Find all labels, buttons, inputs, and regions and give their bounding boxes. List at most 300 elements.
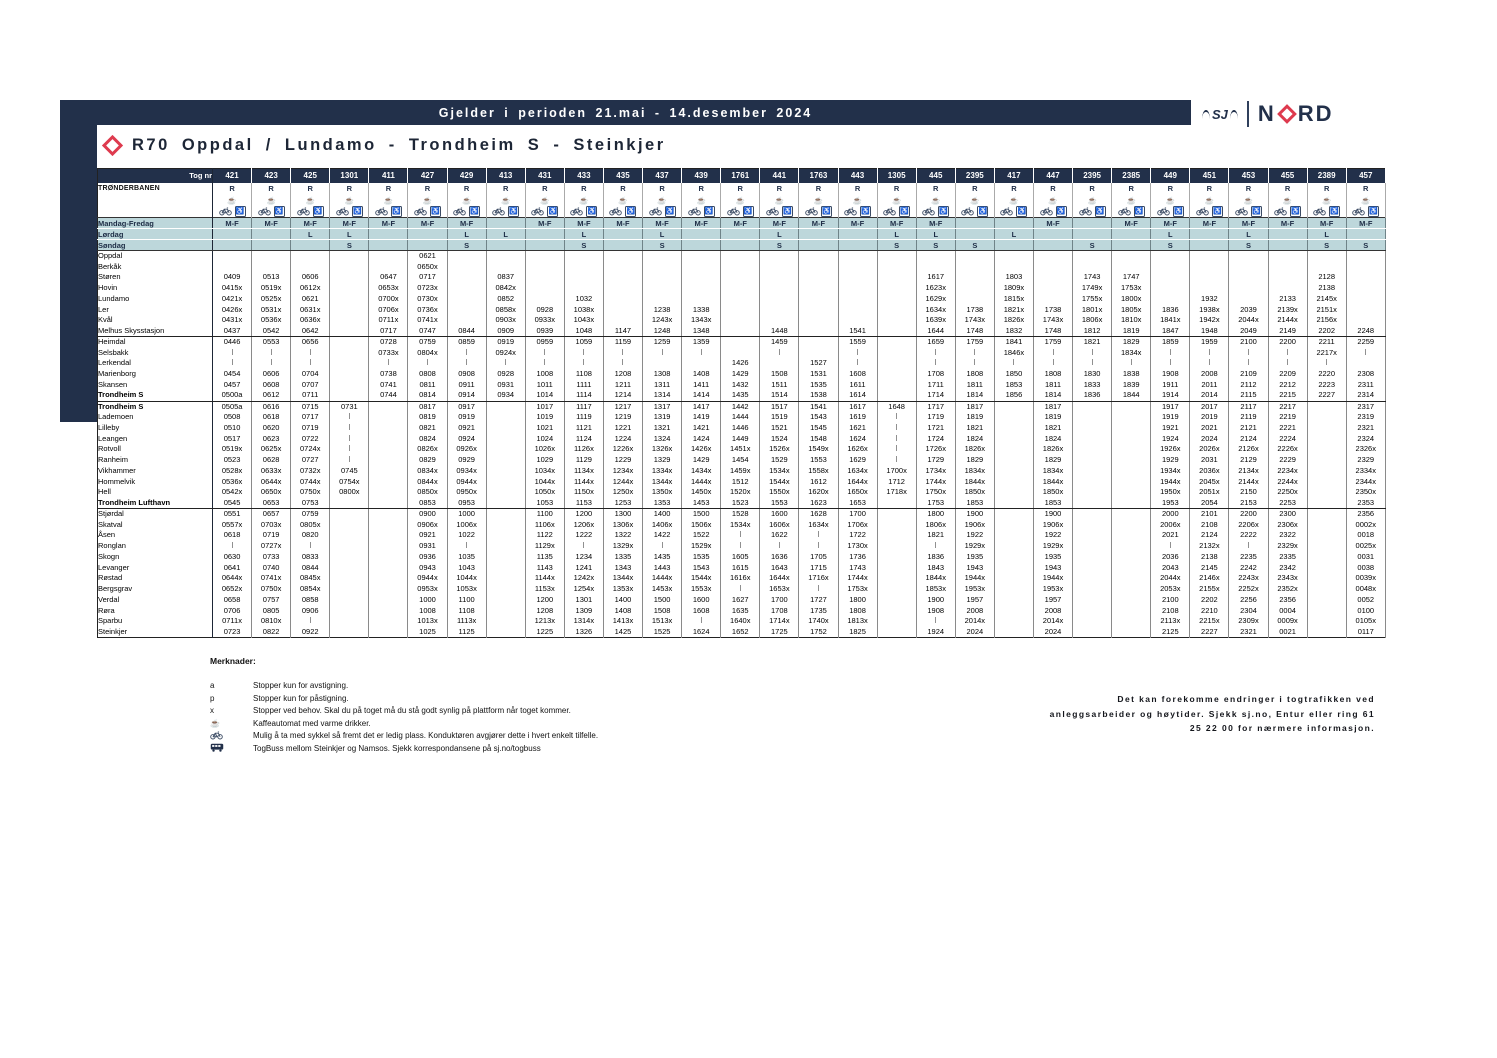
time-cell bbox=[682, 283, 721, 294]
time-cell bbox=[603, 347, 642, 358]
category-r: R bbox=[213, 183, 252, 195]
time-cell: 1153x bbox=[525, 584, 564, 595]
saturday-cell: L bbox=[330, 229, 369, 240]
time-cell bbox=[760, 283, 799, 294]
time-cell bbox=[1112, 605, 1151, 616]
time-cell: 1635 bbox=[721, 605, 760, 616]
time-cell: 1839 bbox=[1112, 380, 1151, 391]
time-cell bbox=[760, 294, 799, 305]
time-cell: 1811 bbox=[955, 380, 994, 391]
time-cell: 1834x bbox=[1112, 347, 1151, 358]
coffee-icon: ☕ bbox=[227, 195, 237, 205]
time-cell bbox=[760, 272, 799, 283]
station-bergsgrav: Bergsgrav bbox=[98, 584, 213, 595]
pass-through-mark bbox=[349, 435, 350, 441]
time-cell: 0009x bbox=[1268, 616, 1307, 627]
pass-through-mark bbox=[896, 435, 897, 441]
tognr-label: Tog nr bbox=[98, 169, 213, 183]
time-cell: 1534x bbox=[721, 519, 760, 530]
time-cell: 1600 bbox=[682, 595, 721, 606]
time-cell: 1809x bbox=[994, 283, 1033, 294]
wheelchair-icon: ♿ bbox=[352, 207, 362, 215]
time-cell: 1953x bbox=[1033, 584, 1072, 595]
time-cell: 0048x bbox=[1346, 584, 1385, 595]
wheelchair-icon: ♿ bbox=[1330, 207, 1340, 215]
time-cell: 1544x bbox=[682, 573, 721, 584]
saturday-cell bbox=[955, 229, 994, 240]
weekday-cell: M-F bbox=[916, 218, 955, 229]
time-cell: 0647 bbox=[369, 272, 408, 283]
time-cell: 1244x bbox=[603, 476, 642, 487]
time-cell: 1511 bbox=[760, 380, 799, 391]
time-cell: 0717 bbox=[291, 412, 330, 423]
time-cell: 1805x bbox=[1112, 304, 1151, 315]
time-cell: 1846x bbox=[994, 347, 1033, 358]
pass-through-mark bbox=[622, 349, 623, 355]
pass-through-mark bbox=[349, 456, 350, 462]
station-r-stad: Røstad bbox=[98, 573, 213, 584]
time-cell: 1900 bbox=[916, 595, 955, 606]
time-cell: 0715 bbox=[291, 401, 330, 412]
time-cell bbox=[877, 519, 916, 530]
pass-through-mark bbox=[1131, 359, 1132, 365]
note-symbol: x bbox=[210, 706, 214, 715]
pass-through-mark bbox=[310, 359, 311, 365]
category-r: R bbox=[721, 183, 760, 195]
sunday-cell bbox=[213, 240, 252, 251]
time-cell: 1229 bbox=[603, 455, 642, 466]
time-cell: 1724 bbox=[916, 433, 955, 444]
time-cell bbox=[330, 530, 369, 541]
time-cell: 2024 bbox=[955, 627, 994, 638]
wheelchair-icon: ♿ bbox=[1056, 207, 1066, 215]
time-cell bbox=[799, 283, 838, 294]
time-cell: 1712 bbox=[877, 476, 916, 487]
bike-icon bbox=[1118, 207, 1131, 216]
time-cell: 1826x bbox=[994, 315, 1033, 326]
pass-through-mark bbox=[818, 542, 819, 548]
coffee-cell bbox=[1190, 195, 1229, 206]
time-cell: 0757 bbox=[252, 595, 291, 606]
time-cell bbox=[799, 326, 838, 337]
pass-through-mark bbox=[935, 359, 936, 365]
time-cell: 1627 bbox=[721, 595, 760, 606]
time-cell: 1844 bbox=[1112, 390, 1151, 401]
weekday-cell: M-F bbox=[564, 218, 603, 229]
time-cell: 1519 bbox=[760, 412, 799, 423]
time-cell bbox=[525, 294, 564, 305]
time-cell: 1808 bbox=[838, 605, 877, 616]
time-cell bbox=[877, 272, 916, 283]
time-cell: 1038x bbox=[564, 304, 603, 315]
sunday-cell: S bbox=[564, 240, 603, 251]
time-cell: 1608 bbox=[682, 605, 721, 616]
bike-icon bbox=[297, 207, 310, 216]
time-cell bbox=[1346, 304, 1385, 315]
time-cell: 1753 bbox=[916, 498, 955, 509]
time-cell bbox=[877, 337, 916, 348]
time-cell: 2054 bbox=[1190, 498, 1229, 509]
time-cell: 1810x bbox=[1112, 315, 1151, 326]
time-cell: 0657 bbox=[252, 509, 291, 520]
note-item bbox=[210, 680, 910, 693]
time-cell: 1013x bbox=[408, 616, 447, 627]
time-cell bbox=[369, 530, 408, 541]
time-cell: 2124 bbox=[1229, 433, 1268, 444]
time-cell: 1329 bbox=[643, 455, 682, 466]
time-cell: 0100 bbox=[1346, 605, 1385, 616]
time-cell: 2343x bbox=[1268, 573, 1307, 584]
station-ronglan: Ronglan bbox=[98, 541, 213, 552]
time-cell: 2155x bbox=[1190, 584, 1229, 595]
time-cell: 1853 bbox=[1033, 498, 1072, 509]
time-cell: 0025x bbox=[1346, 541, 1385, 552]
time-cell: 1435 bbox=[643, 552, 682, 563]
time-cell: 0814 bbox=[408, 390, 447, 401]
saturday-cell bbox=[1268, 229, 1307, 240]
time-cell bbox=[721, 251, 760, 262]
time-cell bbox=[838, 315, 877, 326]
time-cell bbox=[760, 541, 799, 552]
time-cell: 1652 bbox=[721, 627, 760, 638]
time-cell: 1932 bbox=[1190, 294, 1229, 305]
pass-through-mark bbox=[1248, 349, 1249, 355]
time-cell: 1326 bbox=[564, 627, 603, 638]
train-number-411: 411 bbox=[369, 169, 408, 183]
train-number-453: 453 bbox=[1229, 169, 1268, 183]
time-cell bbox=[330, 595, 369, 606]
time-cell: 0731 bbox=[330, 401, 369, 412]
weekday-cell: M-F bbox=[1268, 218, 1307, 229]
time-cell: 0719 bbox=[291, 423, 330, 434]
time-cell: 2200 bbox=[1268, 337, 1307, 348]
weekday-cell: M-F bbox=[1112, 218, 1151, 229]
time-cell: 1444x bbox=[643, 573, 682, 584]
sunday-cell: S bbox=[877, 240, 916, 251]
time-cell: 1743x bbox=[955, 315, 994, 326]
time-cell: 0824 bbox=[408, 433, 447, 444]
time-cell bbox=[330, 347, 369, 358]
time-cell: 0618 bbox=[213, 530, 252, 541]
time-cell: 1826x bbox=[955, 444, 994, 455]
time-cell: 1608 bbox=[838, 369, 877, 380]
time-cell: 1048 bbox=[564, 326, 603, 337]
time-cell: 1743x bbox=[1033, 315, 1072, 326]
time-cell: 0606 bbox=[252, 369, 291, 380]
time-cell: 2119 bbox=[1229, 412, 1268, 423]
time-cell: 1829 bbox=[955, 455, 994, 466]
time-cell bbox=[330, 433, 369, 444]
time-cell: 0805x bbox=[291, 519, 330, 530]
time-cell bbox=[1307, 423, 1346, 434]
time-cell: 0834x bbox=[408, 466, 447, 477]
time-cell: 0620 bbox=[252, 423, 291, 434]
time-cell: 0858x bbox=[486, 304, 525, 315]
time-cell bbox=[994, 562, 1033, 573]
time-cell bbox=[447, 315, 486, 326]
station-melhus-skysstasjon: Melhus Skysstasjon bbox=[98, 326, 213, 337]
time-cell: 1957 bbox=[955, 595, 994, 606]
sj-letters: SJ bbox=[1212, 106, 1228, 122]
time-cell: 2317 bbox=[1346, 401, 1385, 412]
time-cell bbox=[330, 315, 369, 326]
saturday-cell bbox=[603, 229, 642, 240]
bike-icon bbox=[1196, 207, 1209, 216]
time-cell: 1344x bbox=[643, 476, 682, 487]
time-cell: 1644x bbox=[838, 476, 877, 487]
pass-through-mark bbox=[466, 349, 467, 355]
time-cell: 1817 bbox=[1033, 401, 1072, 412]
time-cell bbox=[1307, 476, 1346, 487]
time-cell: 2200 bbox=[1229, 509, 1268, 520]
time-cell: 1800 bbox=[916, 509, 955, 520]
bike-icon bbox=[1352, 207, 1365, 216]
train-number-1305: 1305 bbox=[877, 169, 916, 183]
time-cell bbox=[486, 616, 525, 627]
time-cell bbox=[486, 541, 525, 552]
time-cell: 1426x bbox=[682, 444, 721, 455]
time-cell: 1829 bbox=[1033, 455, 1072, 466]
time-cell: 0744x bbox=[291, 476, 330, 487]
time-cell bbox=[877, 616, 916, 627]
time-cell bbox=[330, 294, 369, 305]
time-cell bbox=[721, 283, 760, 294]
time-cell: 1653x bbox=[760, 584, 799, 595]
weekday-cell: M-F bbox=[1151, 218, 1190, 229]
time-cell: 0750x bbox=[252, 584, 291, 595]
time-cell bbox=[330, 380, 369, 391]
sunday-cell: S bbox=[1346, 240, 1385, 251]
time-cell bbox=[1033, 358, 1072, 369]
time-cell bbox=[1151, 347, 1190, 358]
time-cell bbox=[369, 605, 408, 616]
category-r: R bbox=[1073, 183, 1112, 195]
time-cell: 1119 bbox=[564, 412, 603, 423]
time-cell: 1124 bbox=[564, 433, 603, 444]
note-item bbox=[210, 718, 910, 731]
station-lundamo: Lundamo bbox=[98, 294, 213, 305]
time-cell: 1443 bbox=[643, 562, 682, 573]
time-cell: 1738 bbox=[955, 304, 994, 315]
time-cell: 1736 bbox=[838, 552, 877, 563]
time-cell: 2146x bbox=[1190, 573, 1229, 584]
pass-through-mark bbox=[896, 413, 897, 419]
time-cell: 1100 bbox=[447, 595, 486, 606]
category-r: R bbox=[1112, 183, 1151, 195]
time-cell: 1634x bbox=[799, 519, 838, 530]
pass-through-mark bbox=[896, 424, 897, 430]
time-cell: 1856 bbox=[994, 390, 1033, 401]
time-cell: 0805 bbox=[252, 605, 291, 616]
time-cell bbox=[330, 369, 369, 380]
time-cell: 2222 bbox=[1229, 530, 1268, 541]
time-cell bbox=[877, 584, 916, 595]
time-cell: 0959 bbox=[525, 337, 564, 348]
sunday-cell bbox=[1112, 240, 1151, 251]
saturday-cell bbox=[721, 229, 760, 240]
time-cell: 1224 bbox=[603, 433, 642, 444]
time-cell bbox=[721, 304, 760, 315]
time-cell bbox=[1073, 627, 1112, 638]
time-cell bbox=[564, 283, 603, 294]
time-cell: 0621 bbox=[291, 294, 330, 305]
time-cell: 0906 bbox=[291, 605, 330, 616]
time-cell bbox=[369, 423, 408, 434]
time-cell bbox=[643, 541, 682, 552]
station-trondheim-s: Trondheim S bbox=[98, 401, 213, 412]
time-cell bbox=[877, 627, 916, 638]
station-hommelvik: Hommelvik bbox=[98, 476, 213, 487]
time-cell bbox=[330, 541, 369, 552]
time-cell: 1206x bbox=[564, 519, 603, 530]
time-cell bbox=[486, 466, 525, 477]
time-cell: 1200 bbox=[525, 595, 564, 606]
time-cell: 1935 bbox=[1033, 552, 1072, 563]
route-diamond-icon bbox=[102, 135, 123, 156]
time-cell: 1417 bbox=[682, 401, 721, 412]
weekday-cell: M-F bbox=[877, 218, 916, 229]
time-cell bbox=[643, 251, 682, 262]
time-cell bbox=[1073, 616, 1112, 627]
time-cell bbox=[564, 251, 603, 262]
access-cell bbox=[721, 206, 760, 218]
note-text: Stopper ved behov. Skal du på toget må du stå godt synlig på plattform når toget kommer. bbox=[253, 706, 571, 715]
time-cell: 2356 bbox=[1268, 595, 1307, 606]
time-cell: 2321 bbox=[1229, 627, 1268, 638]
saturday-cell: L bbox=[1307, 229, 1346, 240]
category-r: R bbox=[486, 183, 525, 195]
access-cell bbox=[1346, 206, 1385, 218]
time-cell: 1522 bbox=[682, 530, 721, 541]
time-cell bbox=[291, 541, 330, 552]
service-change-line: 25 22 00 for nærmere informasjon. bbox=[1189, 723, 1375, 733]
time-cell bbox=[1073, 573, 1112, 584]
time-cell: 1558x bbox=[799, 466, 838, 477]
time-cell bbox=[1151, 541, 1190, 552]
time-cell: 0850x bbox=[408, 487, 447, 498]
time-cell bbox=[330, 261, 369, 272]
time-cell bbox=[838, 261, 877, 272]
time-cell: 1708 bbox=[916, 369, 955, 380]
time-cell bbox=[486, 358, 525, 369]
sunday-cell bbox=[1190, 240, 1229, 251]
coffee-cell bbox=[799, 195, 838, 206]
time-cell: 1606x bbox=[760, 519, 799, 530]
time-cell: 1517 bbox=[760, 401, 799, 412]
time-cell: 1435 bbox=[721, 390, 760, 401]
pass-through-mark bbox=[701, 617, 702, 623]
time-cell bbox=[1229, 272, 1268, 283]
time-cell: 1634x bbox=[916, 304, 955, 315]
time-cell: 1943 bbox=[1033, 562, 1072, 573]
time-cell: 1348 bbox=[682, 326, 721, 337]
time-cell: 1234 bbox=[564, 552, 603, 563]
time-cell: 2125 bbox=[1151, 627, 1190, 638]
saturday-cell bbox=[1190, 229, 1229, 240]
time-cell: 0727 bbox=[291, 455, 330, 466]
saturday-cell bbox=[1346, 229, 1385, 240]
wheelchair-icon: ♿ bbox=[900, 207, 909, 215]
time-cell bbox=[330, 412, 369, 423]
time-cell bbox=[994, 616, 1033, 627]
time-cell: 1309 bbox=[564, 605, 603, 616]
time-cell bbox=[447, 261, 486, 272]
time-cell: 0002x bbox=[1346, 519, 1385, 530]
time-cell bbox=[1112, 562, 1151, 573]
time-cell bbox=[1073, 444, 1112, 455]
time-cell: 1553 bbox=[760, 498, 799, 509]
time-cell: 0553 bbox=[252, 337, 291, 348]
sunday-cell bbox=[799, 240, 838, 251]
time-cell bbox=[1112, 251, 1151, 262]
time-cell: 2014x bbox=[955, 616, 994, 627]
weekday-cell: M-F bbox=[330, 218, 369, 229]
time-cell bbox=[1073, 251, 1112, 262]
pass-through-mark bbox=[1209, 349, 1210, 355]
time-cell bbox=[213, 251, 252, 262]
train-number-443: 443 bbox=[838, 169, 877, 183]
time-cell bbox=[291, 616, 330, 627]
sunday-cell bbox=[408, 240, 447, 251]
time-cell: 2000 bbox=[1151, 509, 1190, 520]
time-cell: 1243x bbox=[643, 315, 682, 326]
time-cell bbox=[838, 251, 877, 262]
time-cell bbox=[447, 541, 486, 552]
time-cell: 1718x bbox=[877, 487, 916, 498]
saturday-cell bbox=[213, 229, 252, 240]
time-cell bbox=[486, 261, 525, 272]
weekday-cell: M-F bbox=[799, 218, 838, 229]
time-cell: 2036x bbox=[1190, 466, 1229, 477]
time-cell bbox=[877, 412, 916, 423]
time-cell: 0933x bbox=[525, 315, 564, 326]
time-cell: 0733x bbox=[369, 347, 408, 358]
time-cell bbox=[994, 358, 1033, 369]
time-cell bbox=[330, 573, 369, 584]
time-cell: 1535 bbox=[799, 380, 838, 391]
time-cell: 0608 bbox=[252, 380, 291, 391]
category-r: R bbox=[1151, 183, 1190, 195]
time-cell: 1605 bbox=[721, 552, 760, 563]
time-cell: 1814 bbox=[955, 390, 994, 401]
time-cell bbox=[486, 412, 525, 423]
time-cell: 1819 bbox=[1033, 412, 1072, 423]
time-cell: 1512 bbox=[721, 476, 760, 487]
time-cell bbox=[291, 251, 330, 262]
coffee-cell bbox=[1073, 195, 1112, 206]
time-cell bbox=[486, 444, 525, 455]
saturday-cell: L bbox=[564, 229, 603, 240]
time-cell: 1853 bbox=[994, 380, 1033, 391]
saturday-cell bbox=[252, 229, 291, 240]
time-cell bbox=[994, 627, 1033, 638]
time-cell: 2108 bbox=[1190, 519, 1229, 530]
pass-through-mark bbox=[1287, 349, 1288, 355]
wheelchair-icon: ♿ bbox=[509, 207, 519, 215]
pass-through-mark bbox=[583, 349, 584, 355]
category-r: R bbox=[955, 183, 994, 195]
time-cell bbox=[486, 595, 525, 606]
time-cell: 1538 bbox=[799, 390, 838, 401]
time-cell bbox=[721, 315, 760, 326]
time-cell bbox=[369, 573, 408, 584]
time-cell: 1943 bbox=[955, 562, 994, 573]
time-cell: 1919 bbox=[1151, 412, 1190, 423]
time-cell: 0736x bbox=[408, 304, 447, 315]
weekday-cell: M-F bbox=[213, 218, 252, 229]
time-cell: 0740 bbox=[252, 562, 291, 573]
time-cell bbox=[1307, 562, 1346, 573]
